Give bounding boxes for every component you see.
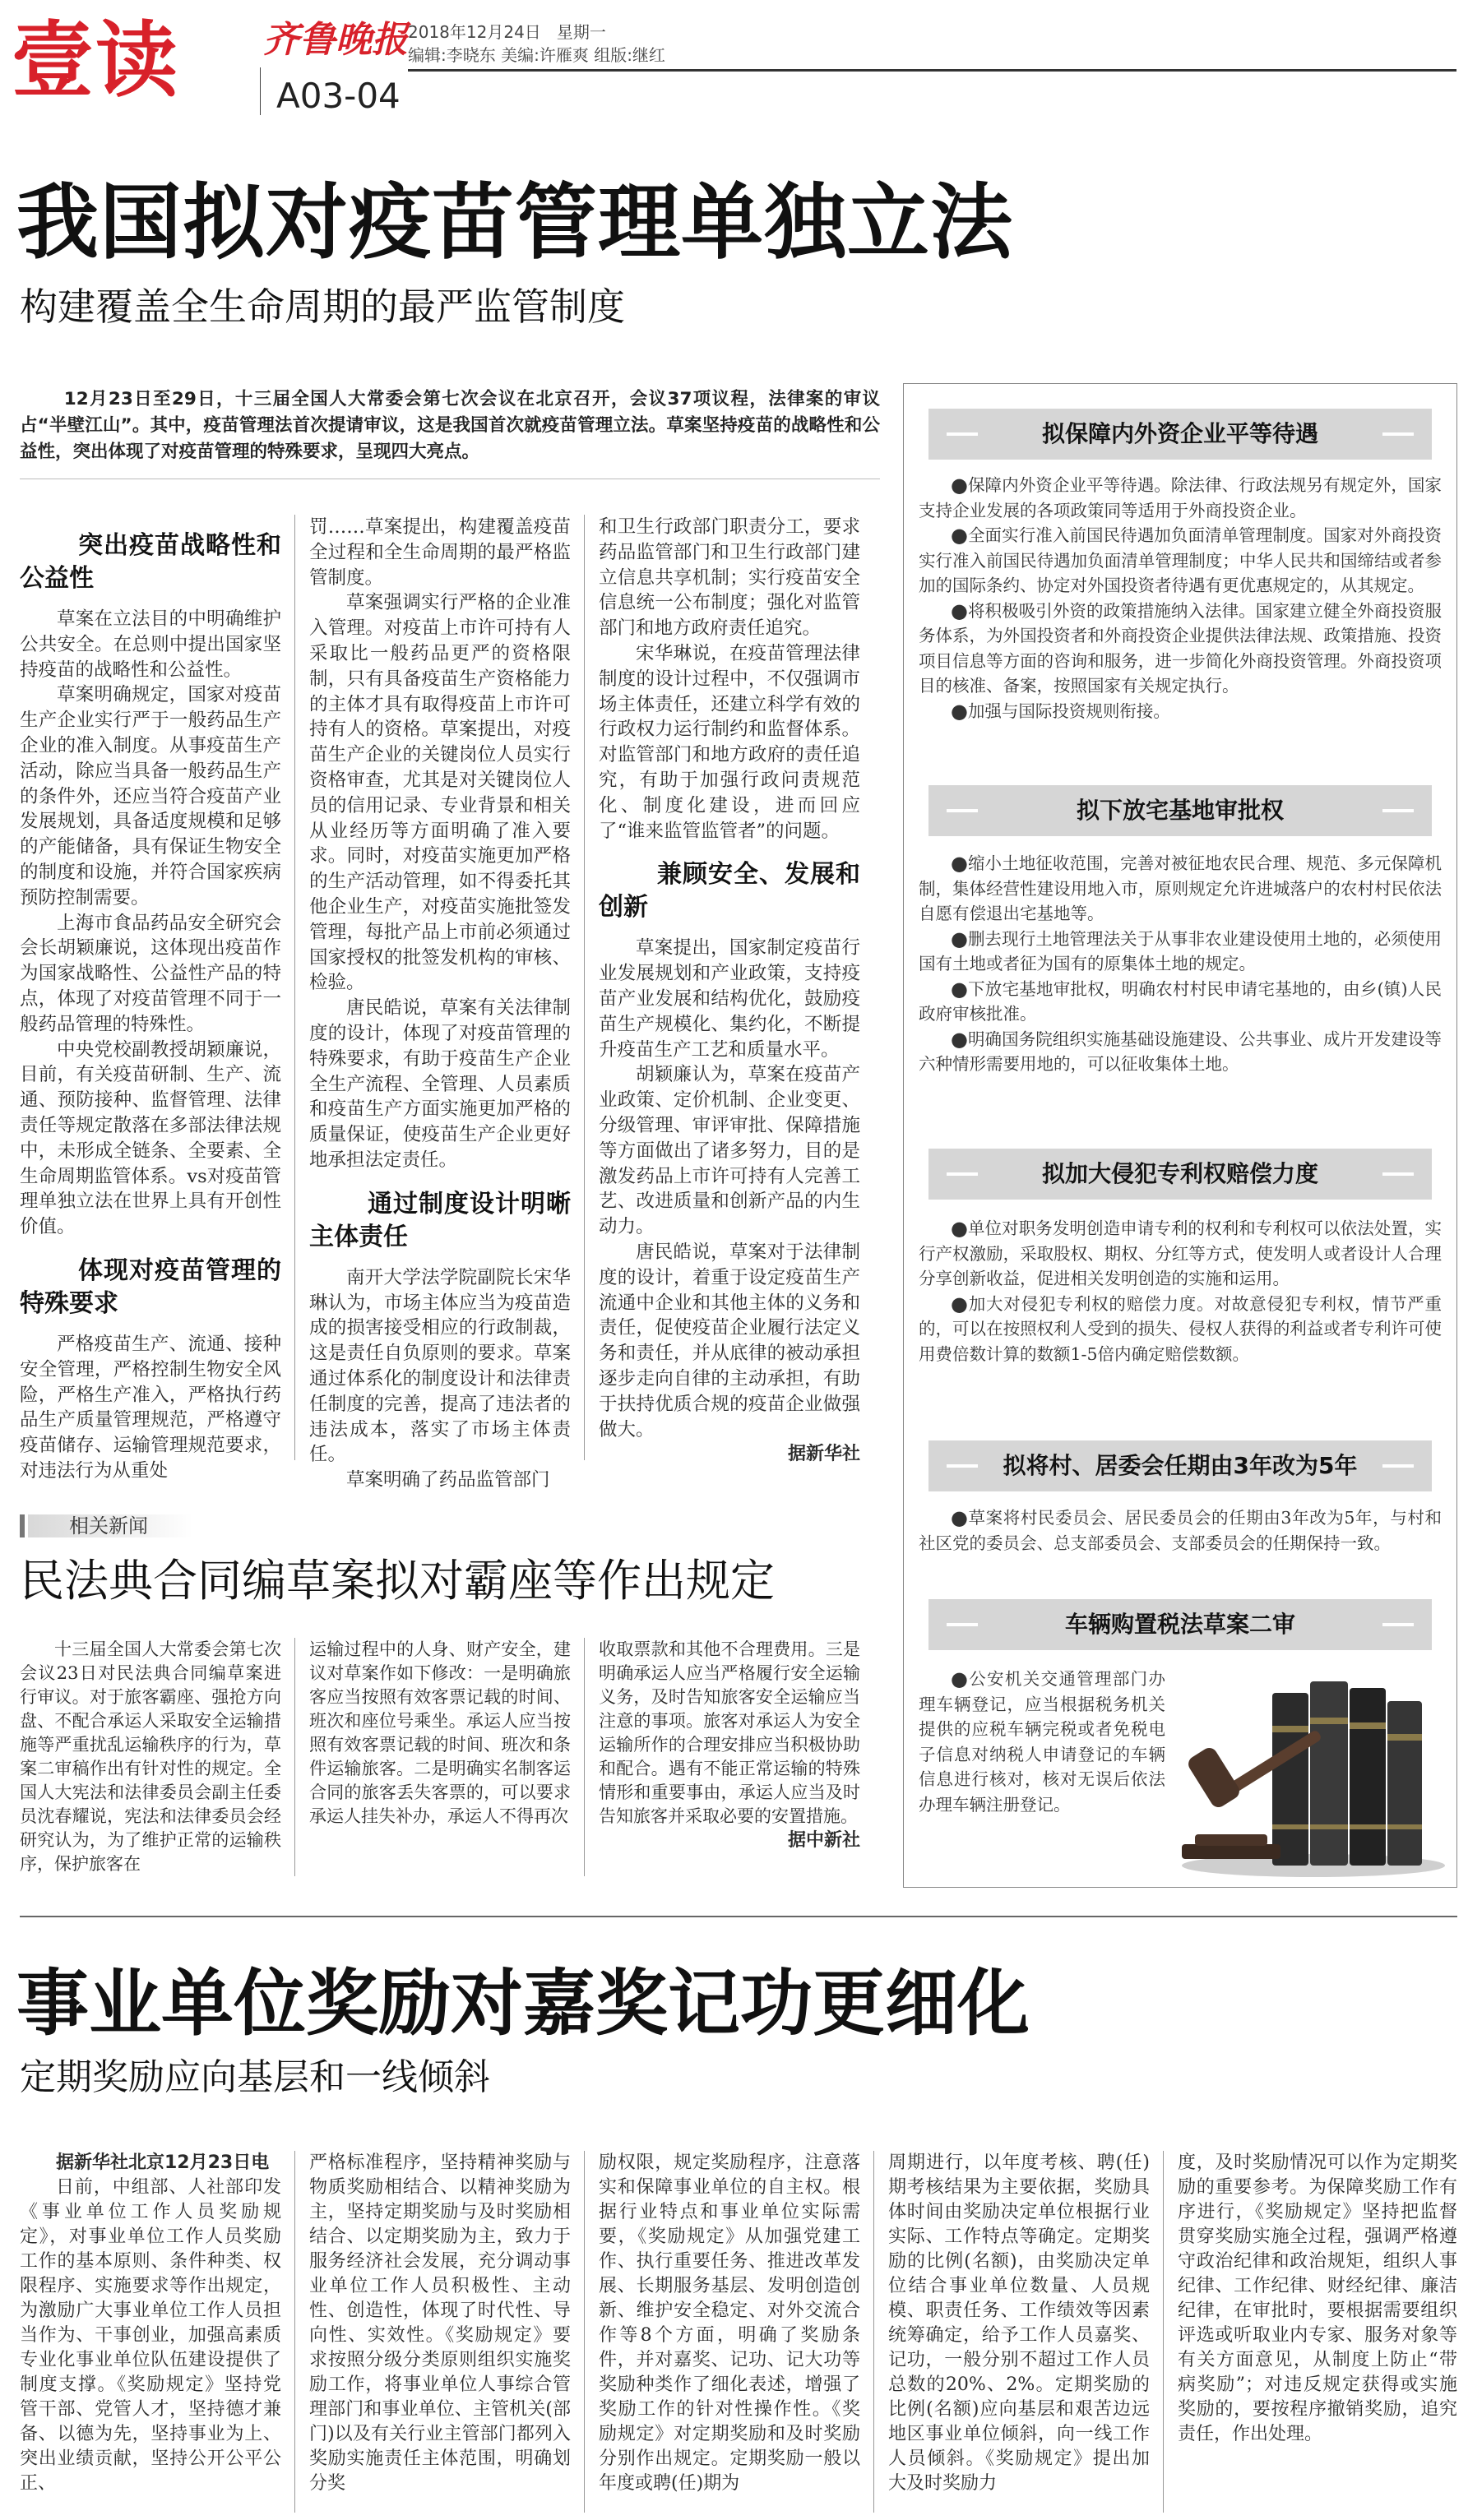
article3-dateline: 据新华社北京12月23日电: [56, 2152, 270, 2173]
column-rule: [294, 515, 295, 1460]
sidebar-text-homestead: [919, 851, 1442, 1089]
list-item: ●加强与国际投资规则衔接。: [950, 699, 1170, 723]
bullet-icon: ●: [950, 599, 968, 622]
sidebar-head-vehicle-tax: 车辆购置税法草案二审: [928, 1599, 1432, 1650]
article3-title: 事业单位奖励对嘉奖记功更细化: [16, 1961, 1030, 2046]
bullet-icon: ●: [950, 524, 968, 547]
masthead: [0, 0, 1468, 156]
editors-line: 编辑:李晓东 美编:许雁爽 组版:继红: [408, 45, 665, 65]
list-item: ●将积极吸引外资的政策措施纳入法律。国家建立健全外商投资服务体系，为外国投资者和外商投资企业提供法律法规、政策措施、投资项目信息等方面的咨询和服务，进一步简化外商投资管理。外商投资项目的核准、备案，按照国家有关规定执行。: [919, 599, 1443, 696]
subhead-special-text: 体现对疫苗管理的特殊要求: [20, 1255, 281, 1318]
sidebar-box: [903, 383, 1457, 1888]
list-item: ●单位对职务发明创造申请专利的权利和专利权可以依法处置，实行产权激励，采取股权、期权、分红等方式，使发明人或者设计人合理分享创新收益，促进相关发明创造的实施和运用。: [919, 1217, 1443, 1288]
article1-subtitle: 构建覆盖全生命周期的最严监管制度: [20, 284, 625, 329]
paragraph: 罚……草案提出，构建覆盖疫苗全过程和全生命周期的最严格监管制度。: [309, 516, 571, 589]
kicker-marker: [20, 1514, 25, 1537]
paragraph: 草案在立法目的中明确维护公共安全。在总则中提出国家坚持疫苗的战略性和公益性。: [20, 608, 281, 681]
paragraph: 日前，中组部、人社部印发《事业单位工作人员奖励规定》，对事业单位工作人员奖励工作的基本原则、条件种类、权限程序、实施要求等作出规定，为激励广大事业单位工作人员担当作为、干事创业，加强高素质专业化事业单位队伍建设提供了制度支撑。《奖励规定》坚持党管干部、党管人才，坚持德才兼备、以德为先，坚持事业为上、突出业绩贡献，坚持公开公平公正、: [20, 2177, 281, 2494]
bullet-icon: ●: [950, 1506, 969, 1529]
section-rule: [20, 1916, 1457, 1917]
paragraph: 励权限，规定奖励程序，注意落实和保障事业单位的自主权。根据行业特点和事业单位实际需要，《奖励规定》从加强党建工作、执行重要任务、推进改革发展、长期服务基层、发明创造创新、维护安全稳定、对外交流合作等8个方面，明确了奖励条件，并对嘉奖、记功、记大功等奖励种类作了细化表述，增强了奖励工作的针对性操作性。《奖励规定》对定期奖励和及时奖励分别作出规定。定期奖励一般以年度或聘(任)期为: [599, 2152, 860, 2494]
list-item: ●保障内外资企业平等待遇。除法律、行政法规另有规定外，国家支持企业发展的各项政策同等适用于外商投资企业。: [919, 474, 1443, 520]
paragraph: 收取票款和其他不合理费用。三是明确承运人应当严格履行安全运输义务，及时告知旅客安全运输应当注意的事项。旅客对承运人为安全运输所作的合理安排应当积极协助和配合。遇有不能正常运输的特殊情形和重要事由，承运人应当及时告知旅客并采取必要的安置措施。: [599, 1639, 860, 1826]
sidebar-text-vehicle-tax: [919, 1667, 1165, 1872]
list-item: ●下放宅基地审批权，明确农村村民申请宅基地的，由乡(镇)人民政府审核批准。: [919, 977, 1442, 1024]
bullet-icon: ●: [950, 1667, 970, 1690]
issue-date: [408, 21, 606, 43]
date-text: 2018年12月24日: [408, 22, 541, 42]
sidebar-head-committee-term: 拟将村、居委会任期由3年改为5年: [928, 1440, 1432, 1491]
paragraph: 中央党校副教授胡颖廉说，目前，有关疫苗研制、生产、流通、预防接种、监督管理、法律责任等规定散落在多部法律法规中，未形成全链条、全要素、全生命周期监管体系。vs对疫苗管理单独立法在世界上具有开创性价值。: [20, 1038, 281, 1238]
paragraph: 唐民皓说，草案有关法律制度的设计，体现了对疫苗管理的特殊要求，有助于疫苗生产企业全生产流程、全管理、人员素质和疫苗生产方面实施更加严格的质量保证，使疫苗生产企业更好地承担法定责任。: [309, 997, 571, 1171]
column-rule: [294, 1638, 295, 1876]
section-title: 壹读: [12, 12, 179, 109]
bullet-icon: ●: [950, 699, 968, 723]
paragraph: 草案明确了药品监管部门: [346, 1469, 550, 1491]
list-item: ●全面实行准入前国民待遇加负面清单管理制度。国家对外商投资实行准入前国民待遇加负面清单管理制度；中华人民共和国缔结或者参加的国际条约、协定对外国投资者待遇有更优惠规定的，从其规定。: [919, 524, 1443, 595]
article1-col3: [599, 515, 860, 1465]
article3-col2: [309, 2151, 571, 2513]
sidebar-text-foreign-investment: [919, 473, 1442, 744]
paragraph: 草案明确规定，国家对疫苗生产企业实行严于一般药品生产企业的准入制度。从事疫苗生产活动，除应当具备一般药品生产的条件外，还应当符合疫苗产业发展规划，具备适度规模和足够的产能储备，具有保证生物安全的制度和设施，并符合国家疾病预防控制需要。: [20, 684, 281, 909]
bullet-icon: ●: [950, 474, 968, 497]
paragraph: 周期进行，以年度考核、聘(任)期考核结果为主要依据，奖励具体时间由奖励决定单位根据行业实际、工作特点等确定。定期奖励的比例(名额)，由奖励决定单位结合事业单位数量、人员规模、职责任务、工作绩效等因素统筹确定，给予工作人员嘉奖、记功，一般分别不超过工作人员总数的20%、2%。定期奖励的比例(名额)应向基层和艰苦边远地区事业单位倾斜，向一线工作人员倾斜。《奖励规定》提出加大及时奖励力: [888, 2152, 1150, 2494]
list-item: ●公安机关交通管理部门办理车辆登记，应当根据税务机关提供的应税车辆完税或者免税电子信息对纳税人申请登记的车辆信息进行核对，核对无误后依法办理车辆注册登记。: [919, 1667, 1165, 1815]
article3-col1: [20, 2151, 281, 2513]
article3-col3: [599, 2151, 860, 2513]
paragraph: 上海市食品药品安全研究会会长胡颖廉说，这体现出疫苗作为国家战略性、公益性产品的特点，体现了对疫苗管理不同于一般药品管理的特殊性。: [20, 912, 281, 1035]
article1-title: 我国拟对疫苗管理单独立法: [16, 174, 1013, 270]
article2-title: 民法典合同编草案拟对霸座等作出规定: [20, 1555, 775, 1607]
paragraph: 草案提出，国家制定疫苗行业发展规划和产业政策，支持疫苗产业发展和结构优化，鼓励疫苗生产规模化、集约化，不断提升疫苗生产工艺和质量水平。: [599, 937, 860, 1061]
sidebar-text-patent: [919, 1216, 1442, 1430]
paper-logo: 齐鲁晚报: [263, 19, 408, 61]
bullet-icon: ●: [950, 1217, 968, 1240]
sidebar-head-homestead: 拟下放宅基地审批权: [928, 785, 1432, 836]
column-rule: [584, 2151, 585, 2513]
article1-source: 据新华社: [787, 1444, 860, 1465]
subhead-responsibility-text: 通过制度设计明晰主体责任: [309, 1189, 571, 1251]
paragraph: 十三届全国人大常委会第七次会议23日对民法典合同编草案进行审议。对于旅客霸座、强抢方向盘、不配合承运人采取安全运输措施等严重扰乱运输秩序的行为，草案二审稿作出有针对性的规定。全国人大宪法和法律委员会副主任委员沈春耀说，宪法和法律委员会经研究认为，为了维护正常的运输秩序，保护旅客在: [20, 1639, 281, 1874]
subhead-strategic: [20, 529, 281, 595]
bullet-icon: ●: [950, 852, 968, 875]
article1-col2: [309, 515, 571, 1491]
paragraph: 草案强调实行严格的企业准入管理。对疫苗上市许可持有人采取比一般药品更严的资格限制，只有具备疫苗生产资格能力的主体才具有取得疫苗上市许可持有人的资格。草案提出，对疫苗生产企业的关键岗位人员实行资格审查，尤其是对关键岗位人员的信用记录、专业背景和相关从业经历等方面明确了准入要求。同时，对疫苗实施更加严格的生产活动管理，如不得委托其他企业生产，对疫苗实施批签发管理，每批产品上市前必须通过国家授权的批签发机构的审核、检验。: [309, 592, 571, 994]
article2-col3: [599, 1638, 860, 1884]
article3-col4: [888, 2151, 1150, 2513]
list-item: ●删去现行土地管理法关于从事非农业建设使用土地的，必须使用国有土地或者征为国有的原集体土地的规定。: [919, 927, 1443, 973]
related-news-bar: [20, 1511, 880, 1541]
paragraph: 度，及时奖励情况可以作为定期奖励的重要参考。为保障奖励工作有序进行，《奖励规定》坚持把监督贯穿奖励实施全过程，强调严格遵守政治纪律和政治规矩，组织人事纪律、工作纪律、财经纪律、廉洁纪律，在审批时，要根据需要组织评选或听取业内专家、服务对象等有关方面意见，从制度上防止“带病奖励”；对违反规定获得或实施奖励的，要按程序撤销奖励，追究责任，作出处理。: [1178, 2152, 1457, 2444]
masthead-divider: [260, 67, 261, 115]
article2-col1: [20, 1638, 281, 1884]
article1-lead: 12月23日至29日，十三届全国人大常委会第七次会议在北京召开，会议37项议程，法律案的审议占“半壁江山”。其中，疫苗管理法首次提请审议，这是我国首次就疫苗管理立法。草案坚持疫苗的战略性和公益性，突出体现了对疫苗管理的特殊要求，呈现四大亮点。: [20, 389, 880, 462]
law-books-icon: [1272, 1681, 1422, 1866]
column-rule: [584, 515, 585, 1460]
bullet-icon: ●: [950, 927, 968, 950]
article2-source: 据中新社: [787, 1830, 860, 1851]
page-number: A03-04: [276, 76, 401, 116]
article1-col1: [20, 515, 281, 1482]
subhead-strategic-text: 突出疫苗战略性和公益性: [20, 531, 281, 593]
subhead-special: [20, 1255, 281, 1320]
column-rule: [1163, 2151, 1164, 2513]
list-item: ●缩小土地征收范围，完善对被征地农民合理、规范、多元保障机制，集体经营性建设用地入市，原则规定允许进城落户的农村村民依法自愿有偿退出宅基地等。: [919, 852, 1443, 923]
paragraph: 南开大学法学院副院长宋华琳认为，市场主体应当为疫苗造成的损害接受相应的行政制裁，这是责任自负原则的要求。草案通过体系化的制度设计和法律责任制度的完善，提高了违法者的违法成本，落实了市场主体责任。: [309, 1266, 571, 1466]
list-item: ●加大对侵犯专利权的赔偿力度。对故意侵犯专利权，情节严重的，可以在按照权利人受到的损失、侵权人获得的利益或者专利许可使用费倍数计算的数额1-5倍内确定赔偿数额。: [919, 1292, 1442, 1364]
related-news-kicker: 相关新闻: [69, 1514, 148, 1537]
paragraph: 和卫生行政部门职责分工，要求药品监管部门和卫生行政部门建立信息共享机制；实行疫苗安全信息统一公布制度；强化对监管部门和地方政府责任追究。: [599, 516, 860, 640]
column-rule: [294, 2151, 295, 2513]
article3-col5: [1178, 2151, 1457, 2513]
column-rule: [584, 1638, 585, 1876]
subhead-responsibility: [309, 1188, 571, 1254]
bullet-icon: ●: [950, 977, 969, 1001]
article3-subtitle: 定期奖励应向基层和一线倾斜: [20, 2056, 490, 2098]
subhead-balance-text: 兼顾安全、发展和创新: [599, 860, 860, 922]
sidebar-head-foreign-investment: 拟保障内外资企业平等待遇: [928, 409, 1432, 460]
paragraph: 运输过程中的人身、财产安全，建议对草案作如下修改：一是明确旅客应当按照有效客票记载的时间、班次和座位号乘坐。承运人应当按照有效客票记载的时间、班次和条件运输旅客。二是明确实名制客运合同的旅客丢失客票的，可以要求承运人挂失补办，承运人不得再次: [309, 1639, 571, 1826]
list-item: ●明确国务院组织实施基础设施建设、公共事业、成片开发建设等六种情形需要用地的，可以征收集体土地。: [919, 1027, 1443, 1074]
bullet-icon: ●: [950, 1292, 969, 1315]
weekday-text: 星期一: [556, 22, 606, 42]
article2-col2: [309, 1638, 571, 1884]
list-item: ●草案将村民委员会、居民委员会的任期由3年改为5年，与村和社区党的委员会、总支部委员会、支部委员会的任期保持一致。: [919, 1506, 1442, 1553]
column-rule: [873, 2151, 874, 2513]
gavel-books-illustration: [1174, 1660, 1450, 1882]
masthead-rule: [408, 69, 1456, 72]
sidebar-text-committee-term: [919, 1505, 1442, 1584]
sidebar-head-patent: 拟加大侵犯专利权赔偿力度: [928, 1149, 1432, 1200]
paragraph: 严格疫苗生产、流通、接种安全管理，严格控制生物安全风险，严格生产准入，严格执行药品生产质量管理规范，严格遵守疫苗储存、运输管理规范要求，对违法行为从重处: [20, 1333, 281, 1482]
subhead-balance: [599, 858, 860, 924]
paragraph: 唐民皓说，草案对于法律制度的设计，着重于设定疫苗生产流通中企业和其他主体的义务和责任，促使疫苗企业履行法定义务和责任，并从底律的被动承担逐步走向自律的主动承担，有助于扶持优质合规的疫苗企业做强做大。: [599, 1241, 860, 1440]
paragraph: 宋华琳说，在疫苗管理法律制度的设计过程中，不仅强调市场主体责任，还建立科学有效的行政权力运行制约和监督体系。对监管部门和地方政府的责任追究，有助于加强行政问责规范化、制度化建设，进而回应了“谁来监管监管者”的问题。: [599, 642, 860, 842]
paragraph: 严格标准程序，坚持精神奖励与物质奖励相结合、以精神奖励为主，坚持定期奖励与及时奖励相结合、以定期奖励为主，致力于服务经济社会发展，充分调动事业单位工作人员积极性、主动性、创造性，体现了时代性、导向性、实效性。《奖励规定》要求按照分级分类原则组织实施奖励工作，将事业单位人事综合管理部门和事业单位、主管机关(部门)以及有关行业主管部门都列入奖励实施责任主体范围，明确划分奖: [309, 2152, 571, 2494]
paragraph: 胡颖廉认为，草案在疫苗产业政策、定价机制、企业变更、分级管理、审评审批、保障措施等方面做出了诸多努力，目的是激发药品上市许可持有人完善工艺、改进质量和创新产品的内生动力。: [599, 1064, 860, 1238]
bullet-icon: ●: [950, 1027, 968, 1051]
